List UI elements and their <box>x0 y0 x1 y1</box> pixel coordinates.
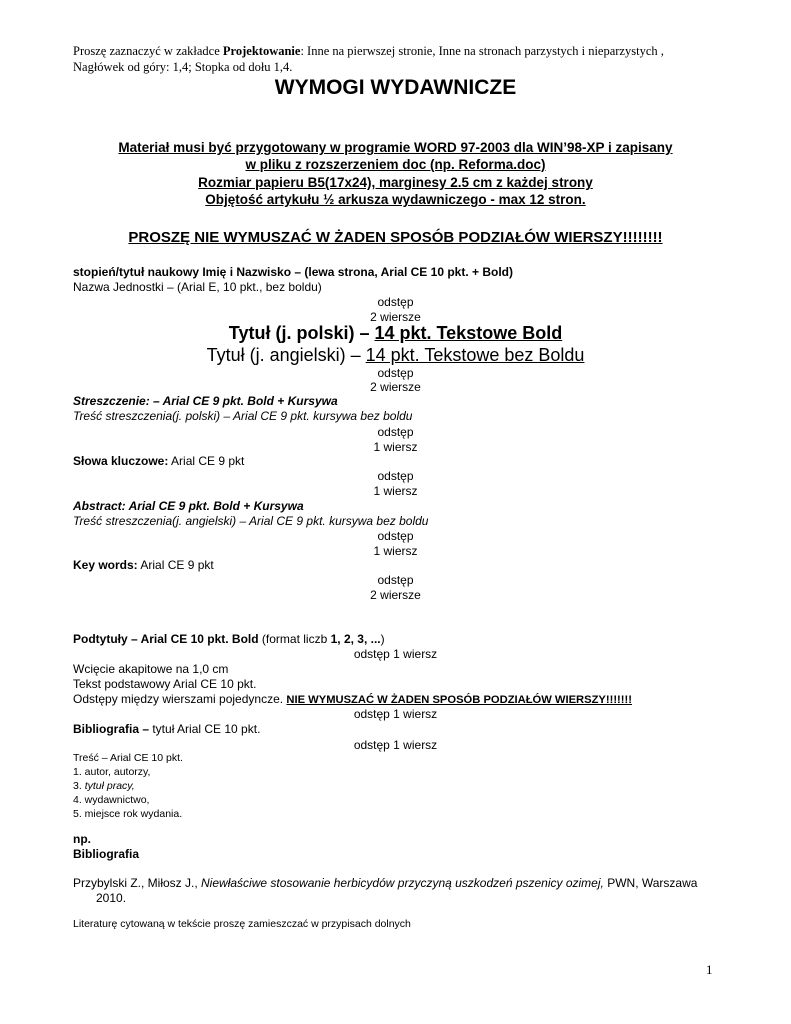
indent-rule: Wcięcie akapitowe na 1,0 cm <box>73 662 229 676</box>
subtitles-line: Podtytuły – Arial CE 10 pkt. Bold (format liczb 1, 2, 3, ...) <box>73 632 385 646</box>
example-reference-year: 2010. <box>96 891 127 905</box>
requirement-line-3: Rozmiar papieru B5(17x24), marginesy 2.5 cm z każdej strony <box>198 175 593 190</box>
abstract-pl-heading: Streszczenie: – Arial CE 9 pkt. Bold + Kursywa <box>73 394 338 408</box>
tab-name: Projektowanie <box>222 44 301 58</box>
spacing-line: odstęp 1 wiersz <box>353 738 438 752</box>
requirement-line-2: w pliku z rozszerzeniem doc (np. Reforma.doc) <box>245 157 546 172</box>
spacing-label: odstęp <box>377 573 414 587</box>
keywords-en-line: Key words: Arial CE 9 pkt <box>73 558 214 572</box>
spacing-value: 2 wiersze <box>370 588 421 602</box>
spacing-value: 1 wiersz <box>373 544 418 558</box>
warning-heading: PROSZĘ NIE WYMUSZAĆ W ŻADEN SPOSÓB PODZIAŁÓW WIERSZY!!!!!!!! <box>128 229 663 246</box>
keywords-pl-line: Słowa kluczowe: Arial CE 9 pkt <box>73 454 245 468</box>
header-note-line-1: Proszę zaznaczyć w zakładce Projektowanie: Inne na pierwszej stronie, Inne na stronach parzystych i nieparzystych , <box>73 44 664 58</box>
footnote-note: Literaturę cytowaną w tekście proszę zamieszczać w przypisach dolnych <box>73 918 411 930</box>
requirement-line-1: Materiał musi być przygotowany w programie WORD 97-2003 dla WIN’98-XP i zapisany <box>118 140 673 155</box>
spacing-line: odstęp 1 wiersz <box>353 647 438 661</box>
page-number: 1 <box>706 962 713 977</box>
spacing-label: odstęp <box>377 366 414 380</box>
bibliography-rule: Bibliografia – tytuł Arial CE 10 pkt. <box>73 722 261 736</box>
example-bibliography-heading: Bibliografia <box>73 847 140 861</box>
spacing-value: 1 wiersz <box>373 440 418 454</box>
abstract-pl-body: Treść streszczenia(j. polski) – Arial CE 9 pkt. kursywa bez boldu <box>73 409 413 423</box>
unit-line: Nazwa Jednostki – (Arial E, 10 pkt., bez boldu) <box>73 280 322 294</box>
spacing-value: 2 wiersze <box>370 310 421 324</box>
spacing-label: odstęp <box>377 295 414 309</box>
spacing-label: odstęp <box>377 469 414 483</box>
spacing-value: 2 wiersze <box>370 380 421 394</box>
bibliography-content: Treść – Arial CE 10 pkt. <box>73 752 183 764</box>
spacing-line: odstęp 1 wiersz <box>353 707 438 721</box>
header-note-line-2: Nagłówek od góry: 1,4; Stopka od dołu 1,4. <box>73 60 293 74</box>
spacing-label: odstęp <box>377 529 414 543</box>
bibliography-item: 1. autor, autorzy, <box>73 766 151 778</box>
abstract-en-heading: Abstract: Arial CE 9 pkt. Bold + Kursywa <box>73 499 304 513</box>
bibliography-item: 3. tytuł pracy, <box>73 780 135 792</box>
abstract-en-body: Treść streszczenia(j. angielski) – Arial CE 9 pkt. kursywa bez boldu <box>73 514 429 528</box>
bibliography-item: 4. wydawnictwo, <box>73 794 150 806</box>
title-en-example: Tytuł (j. angielski) – 14 pkt. Tekstowe bez Boldu <box>206 345 585 365</box>
bibliography-item: 5. miejsce rok wydania. <box>73 808 183 820</box>
example-reference: Przybylski Z., Miłosz J., Niewłaściwe stosowanie herbicydów przyczyną uszkodzeń pszenicy ozimej, PWN, Warszawa <box>73 876 698 890</box>
spacing-value: 1 wiersz <box>373 484 418 498</box>
title-pl-example: Tytuł (j. polski) – 14 pkt. Tekstowe Bold <box>228 323 563 343</box>
author-line: stopień/tytuł naukowy Imię i Nazwisko – (lewa strona, Arial CE 10 pkt. + Bold) <box>73 265 513 279</box>
spacing-rule: Odstępy między wierszami pojedyncze. NIE WYMUSZAĆ W ŻADEN SPOSÓB PODZIAŁÓW WIERSZY!!!!!!! <box>73 692 632 706</box>
page-title: WYMOGI WYDAWNICZE <box>274 76 517 99</box>
example-label: np. <box>73 832 91 846</box>
text-rule: Tekst podstawowy Arial CE 10 pkt. <box>73 677 257 691</box>
requirement-line-4: Objętość artykułu ½ arkusza wydawniczego - max 12 stron. <box>205 192 586 207</box>
spacing-label: odstęp <box>377 425 414 439</box>
